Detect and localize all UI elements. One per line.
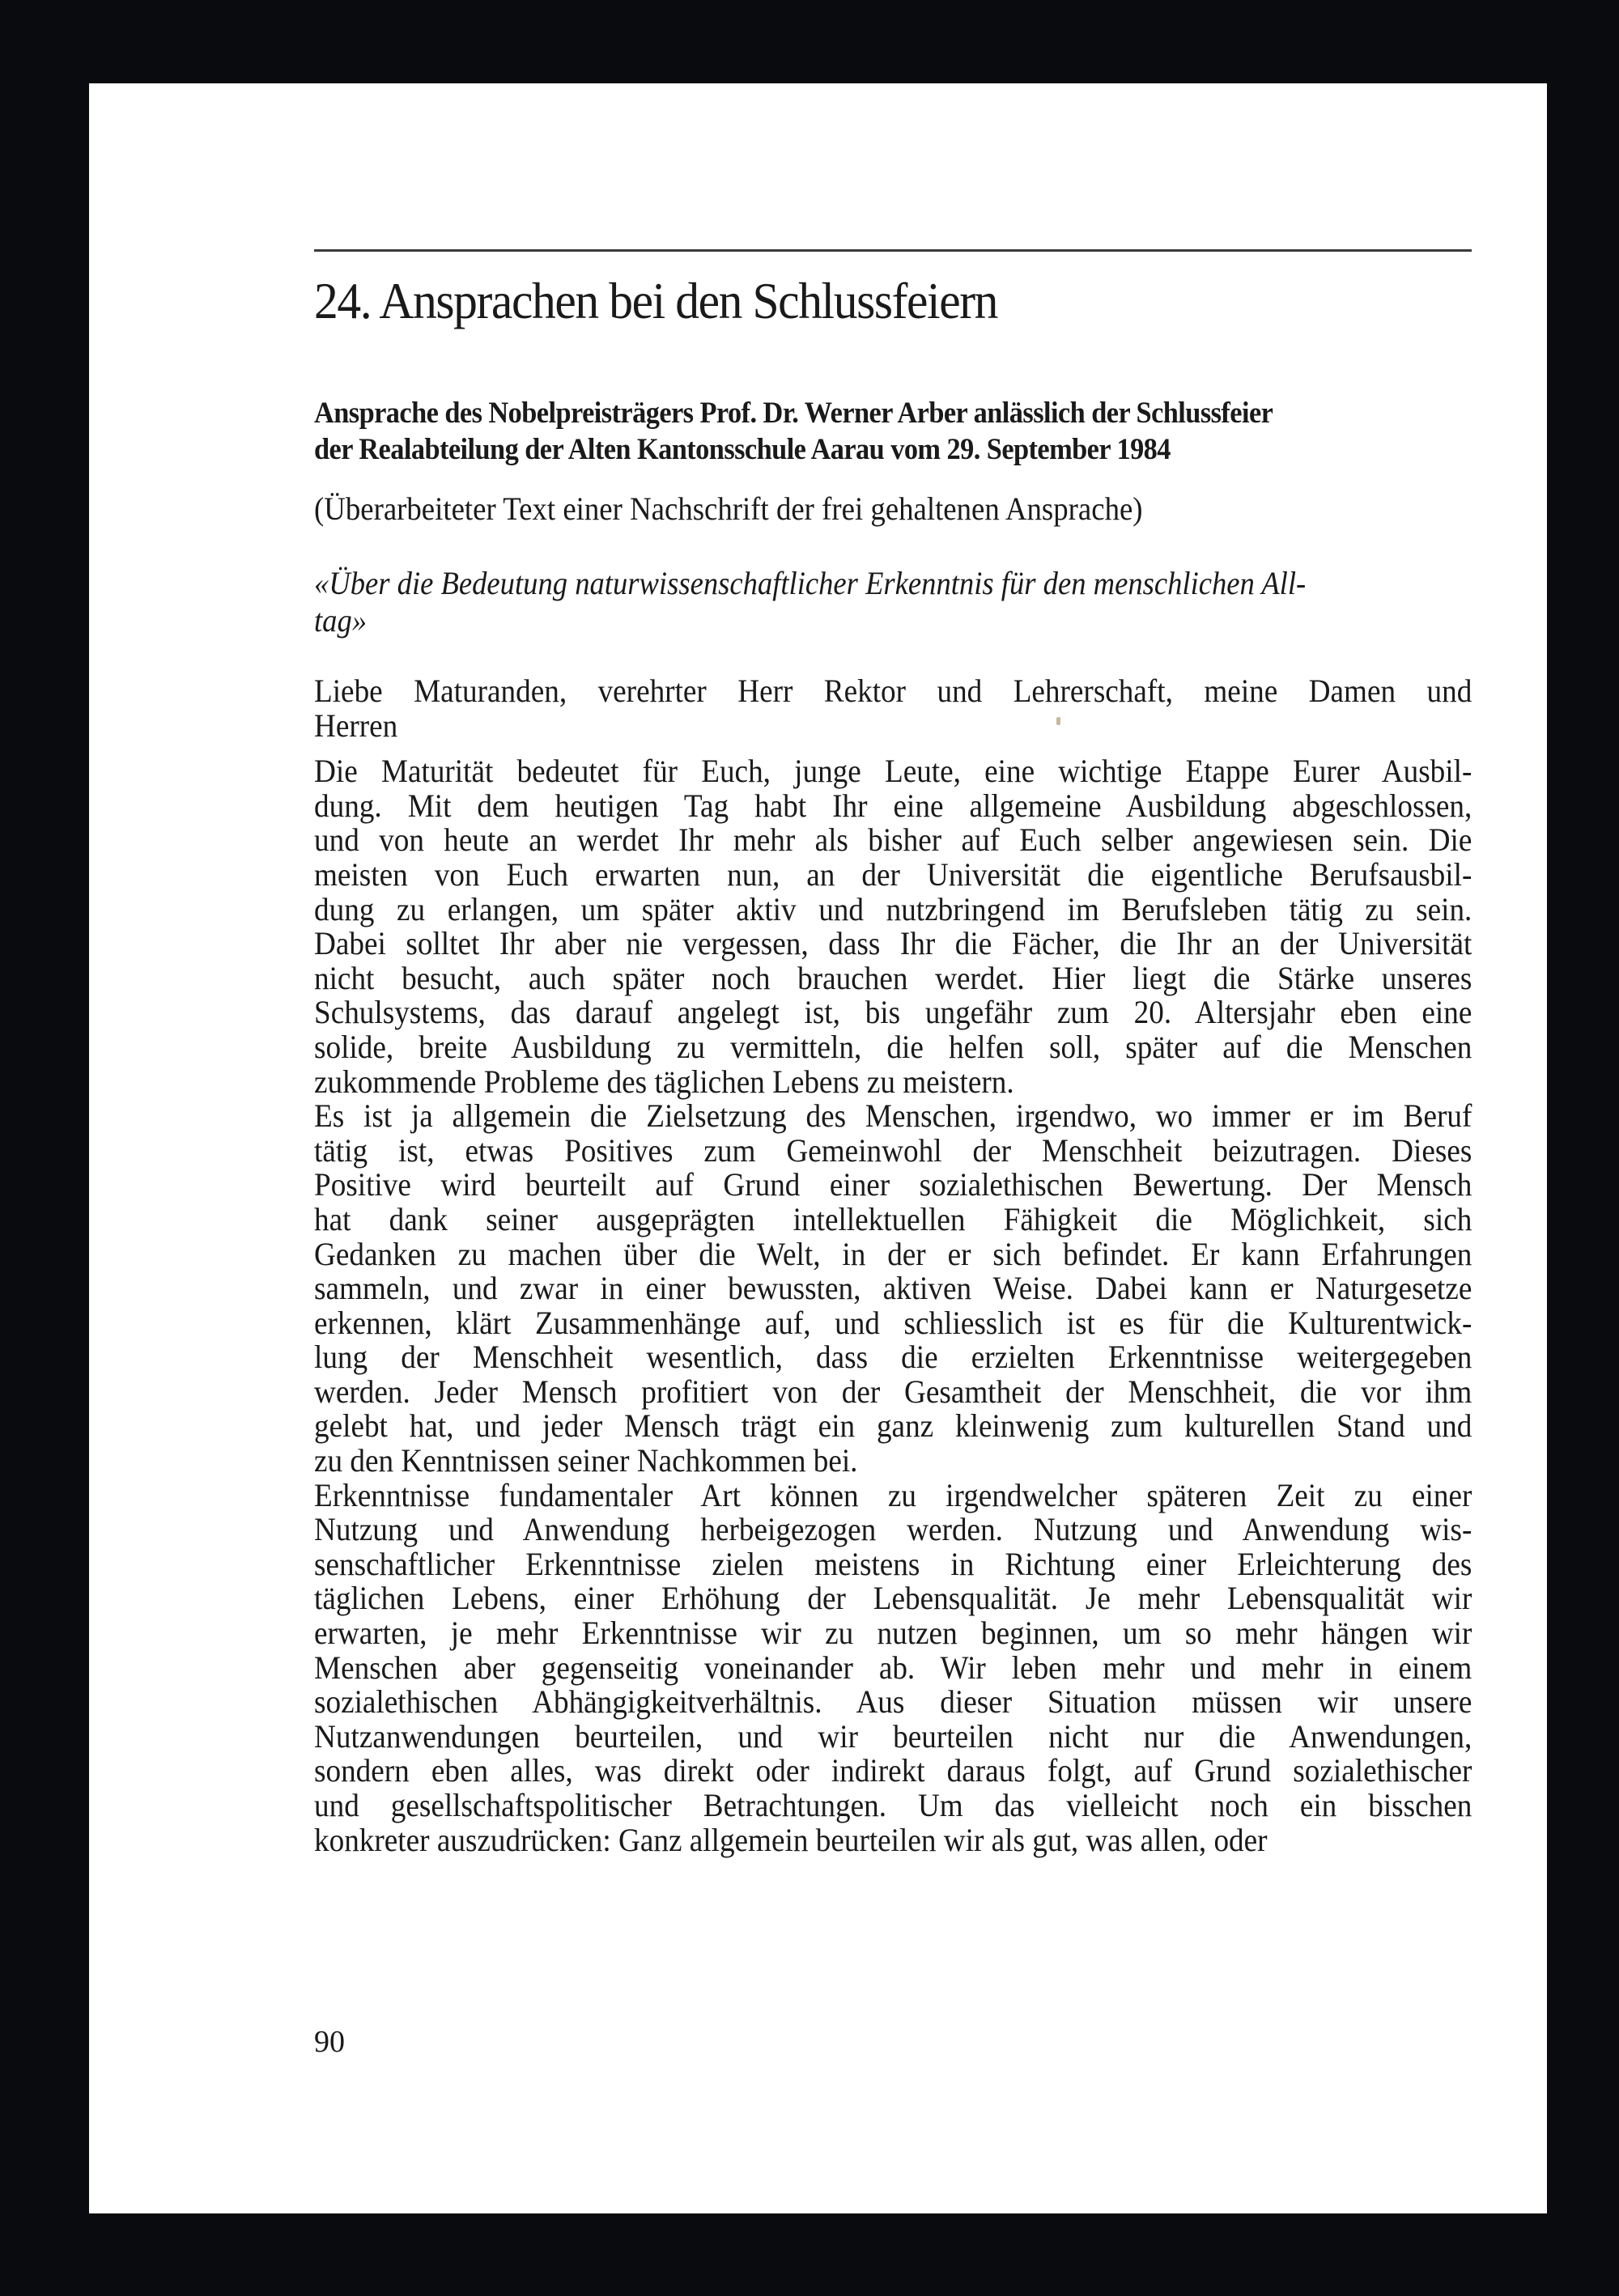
subtitle-line: Ansprache des Nobelpreisträgers Prof. Dr. Werner Arber anlässlich der Schlussfeier bbox=[314, 397, 1273, 430]
body-line: zu den Kenntnissen seiner Nachkommen bei. bbox=[314, 1442, 858, 1479]
salutation-line: Herren bbox=[314, 707, 398, 744]
body-line: tätig ist, etwas Positives zum Gemeinwohl der Menschheit beizutragen. Dieses bbox=[314, 1131, 1472, 1169]
body-line: Erkenntnisse fundamentaler Art können zu irgendwelcher späteren Zeit zu einer bbox=[314, 1476, 1472, 1513]
body-line: Nutzung und Anwendung herbeigezogen werden. Nutzung und Anwendung wis- bbox=[314, 1511, 1472, 1548]
body-line: Schulsystems, das darauf angelegt ist, bis ungefähr zum 20. Altersjahr eben eine bbox=[314, 994, 1472, 1031]
chapter-title: 24. Ansprachen bei den Schlussfeiern bbox=[314, 272, 998, 329]
body-line: dung zu erlangen, um später aktiv und nutzbringend im Berufsleben tätig zu sein. bbox=[314, 890, 1472, 927]
body-line: lung der Menschheit wesentlich, dass die erzielten Erkenntnisse weitergegeben bbox=[314, 1339, 1472, 1376]
speech-title bbox=[314, 565, 1469, 639]
header-rule bbox=[314, 249, 1472, 252]
body-line: sammeln, und zwar in einer bewussten, aktiven Weise. Dabei kann er Naturgesetze bbox=[314, 1270, 1472, 1307]
body-line: Dabei solltet Ihr aber nie vergessen, dass Ihr die Fächer, die Ihr an der Universität bbox=[314, 925, 1472, 962]
body-line: konkreter auszudrücken: Ganz allgemein beurteilen wir als gut, was allen, oder bbox=[314, 1821, 1268, 1858]
body-line: Positive wird beurteilt auf Grund einer sozialethischen Bewertung. Der Mensch bbox=[314, 1166, 1472, 1203]
body-line: dung. Mit dem heutigen Tag habt Ihr eine allgemeine Ausbildung abgeschlossen, bbox=[314, 787, 1472, 824]
body-line: erwarten, je mehr Erkenntnisse wir zu nutzen beginnen, um so mehr hängen wir bbox=[314, 1615, 1472, 1652]
body-line: Menschen aber gegenseitig voneinander ab. Wir leben mehr und mehr in einem bbox=[314, 1649, 1472, 1686]
scan-speck bbox=[1056, 717, 1060, 725]
body-line: hat dank seiner ausgeprägten intellektuellen Fähigkeit die Möglichkeit, sich bbox=[314, 1200, 1472, 1237]
speech-subtitle bbox=[314, 395, 1471, 468]
body-line: werden. Jeder Mensch profitiert von der Gesamtheit der Menschheit, die vor ihm bbox=[314, 1373, 1472, 1410]
speech-title-line: «Über die Bedeutung naturwissenschaftlicher Erkenntnis für den menschlichen All- bbox=[314, 565, 1307, 601]
speech-title-line: tag» bbox=[314, 602, 368, 639]
body-paragraphs bbox=[314, 754, 1472, 1857]
body-line: Gedanken zu machen über die Welt, in der er sich befindet. Er kann Erfahrungen bbox=[314, 1235, 1472, 1272]
body-line: Die Maturität bedeutet für Euch, junge Leute, eine wichtige Etappe Eurer Ausbil- bbox=[314, 753, 1472, 790]
body-line: nicht besucht, auch später noch brauchen werdet. Hier liegt die Stärke unseres bbox=[314, 959, 1472, 996]
page-number: 90 bbox=[314, 2025, 345, 2059]
body-line: meisten von Euch erwarten nun, an der Universität die eigentliche Berufsausbil- bbox=[314, 855, 1472, 893]
body-line: sondern eben alles, was direkt oder indirekt daraus folgt, auf Grund sozialethischer bbox=[314, 1752, 1472, 1789]
body-line: zukommende Probleme des täglichen Lebens zu meistern. bbox=[314, 1063, 1014, 1100]
salutation bbox=[314, 674, 1472, 743]
body-line: und von heute an werdet Ihr mehr als bisher auf Euch selber angewiesen sein. Die bbox=[314, 821, 1472, 859]
salutation-line: Liebe Maturanden, verehrter Herr Rektor und Lehrerschaft, meine Damen und bbox=[314, 673, 1472, 709]
scanned-page bbox=[89, 83, 1547, 2213]
editorial-note: (Überarbeiteter Text einer Nachschrift der frei gehaltenen Ansprache) bbox=[314, 490, 1143, 527]
body-line: täglichen Lebens, einer Erhöhung der Lebensqualität. Je mehr Lebensqualität wir bbox=[314, 1580, 1472, 1617]
body-line: und gesellschaftspolitischer Betrachtungen. Um das vielleicht noch ein bisschen bbox=[314, 1787, 1472, 1823]
body-line: erkennen, klärt Zusammenhänge auf, und schliesslich ist es für die Kulturentwick- bbox=[314, 1304, 1472, 1341]
body-line: solide, breite Ausbildung zu vermitteln, die helfen soll, später auf die Menschen bbox=[314, 1028, 1472, 1065]
body-line: sozialethischen Abhängigkeitverhältnis. Aus dieser Situation müssen wir unsere bbox=[314, 1683, 1472, 1721]
body-line: gelebt hat, und jeder Mensch trägt ein ganz kleinwenig zum kulturellen Stand und bbox=[314, 1407, 1472, 1445]
body-line: Es ist ja allgemein die Zielsetzung des Menschen, irgendwo, wo immer er im Beruf bbox=[314, 1097, 1472, 1135]
body-line: Nutzanwendungen beurteilen, und wir beurteilen nicht nur die Anwendungen, bbox=[314, 1717, 1472, 1755]
body-text bbox=[314, 674, 1472, 1857]
subtitle-line: der Realabteilung der Alten Kantonsschule Aarau vom 29. September 1984 bbox=[314, 433, 1171, 466]
body-line: senschaftlicher Erkenntnisse zielen meistens in Richtung einer Erleichterung des bbox=[314, 1545, 1472, 1582]
